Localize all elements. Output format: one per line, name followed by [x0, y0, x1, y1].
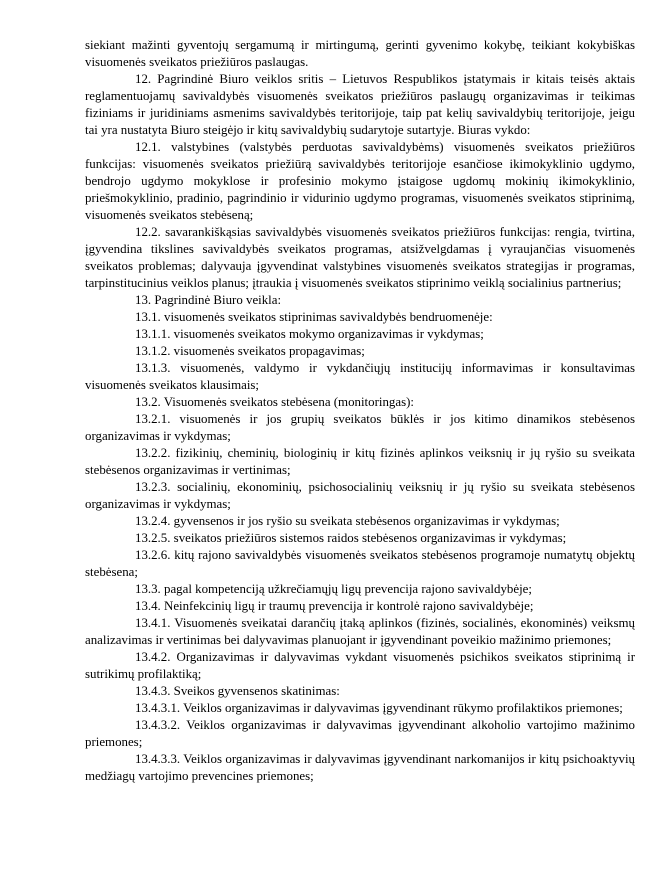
paragraph: 13.4.1. Visuomenės sveikatai darančių įtaką aplinkos (fizinės, socialinės, ekonominės) veiksmų analizavimas ir vertinimas bei dalyvavimas planuojant ir įgyvendinant poveikio mažinimo priemones; [85, 616, 635, 647]
paragraph: 13.2.4. gyvensenos ir jos ryšio su sveikata stebėsenos organizavimas ir vykdymas; [135, 514, 560, 528]
paragraph: 13.2.5. sveikatos priežiūros sistemos raidos stebėsenos organizavimas ir vykdymas; [135, 531, 567, 545]
paragraph: 13.2.2. fizikinių, cheminių, biologinių ir kitų fizinės aplinkos veiksnių ir jų ryšio su sveikata stebėsenos organizavimas ir vertinimas; [85, 446, 635, 477]
paragraph: 12. Pagrindinė Biuro veiklos sritis – Lietuvos Respublikos įstatymais ir kitais teisės aktais reglamentuojamų savivaldybės visuomenės sveikatos priežiūros paslaugų organizavimas ir teikimas fiziniams ir juridiniams asmenims savivaldybės teritorijoje, taip pat kelių savivaldybių teritorijoje, jeigu tai yra nustatyta Biuro steigėjo ir kitų savivaldybių sudarytoje sutartyje. Biuras vykdo: [85, 72, 635, 137]
paragraph: 13.4.2. Organizavimas ir dalyvavimas vykdant visuomenės psichikos sveikatos stiprinimą ir sutrikimų profilaktiką; [85, 650, 635, 681]
paragraph: 13.4.3.3. Veiklos organizavimas ir dalyvavimas įgyvendinant narkomanijos ir kitų psichoaktyvių medžiagų vartojimo prevencines priemones; [85, 752, 635, 783]
paragraph: 13.2. Visuomenės sveikatos stebėsena (monitoringas): [135, 395, 414, 409]
paragraph: 13.2.6. kitų rajono savivaldybės visuomenės sveikatos stebėsenos programoje numatytų objektų stebėsena; [85, 548, 635, 579]
paragraph: 13.1.3. visuomenės, valdymo ir vykdančiųjų institucijų informavimas ir konsultavimas visuomenės sveikatos klausimais; [85, 361, 635, 392]
paragraph: 13.1.2. visuomenės sveikatos propagavimas; [135, 344, 365, 358]
paragraph: 12.1. valstybines (valstybės perduotas savivaldybėms) visuomenės sveikatos priežiūros funkcijas: visuomenės sveikatos priežiūrą savivaldybės teritorijoje esančiose ikimokyklinio ugdymo, bendrojo ugdymo mokyklose ir profesinio mokymo įstaigose ugdomų mokinių ikimokyklinio, priešmokyklinio, pradinio, pagrindinio ir vidurinio ugdymo programas, visuomenės sveikatos stiprinimą, visuomenės sveikatos stebėseną; [85, 140, 635, 222]
paragraph: 13.3. pagal kompetenciją užkrečiamųjų ligų prevencija rajono savivaldybėje; [135, 582, 532, 596]
paragraph: 13.4.3.1. Veiklos organizavimas ir dalyvavimas įgyvendinant rūkymo profilaktikos priemones; [135, 701, 623, 715]
paragraph: 13.4.3.2. Veiklos organizavimas ir dalyvavimas įgyvendinant alkoholio vartojimo mažinimo priemones; [85, 718, 635, 749]
paragraph: 13.2.3. socialinių, ekonominių, psichosocialinių veiksnių ir jų ryšio su sveikata stebėsenos organizavimas ir vykdymas; [85, 480, 635, 511]
paragraph: 13. Pagrindinė Biuro veikla: [135, 293, 282, 307]
paragraph: 12.2. savarankiškąsias savivaldybės visuomenės sveikatos priežiūros funkcijas: rengia, tvirtina, įgyvendina tikslines savivaldybės sveikatos programas, atsižvelgdamas į vyraujančias visuomenės sveikatos problemas; dalyvauja įgyvendinat valstybines visuomenės sveikatos strategijas ir programas, tarpinstitucinius veiklos planus; įtraukia į visuomenės sveikatos stiprinimo veiklą socialinius partnerius; [85, 225, 635, 290]
paragraph: 13.4.3. Sveikos gyvensenos skatinimas: [135, 684, 340, 698]
paragraph: 13.1.1. visuomenės sveikatos mokymo organizavimas ir vykdymas; [135, 327, 484, 341]
paragraph: 13.2.1. visuomenės ir jos grupių sveikatos būklės ir jos kitimo dinamikos stebėsenos organizavimas ir vykdymas; [85, 412, 635, 443]
paragraph: siekiant mažinti gyventojų sergamumą ir mirtingumą, gerinti gyvenimo kokybę, teikiant kokybiškas visuomenės sveikatos priežiūros paslaugas. [85, 38, 635, 69]
paragraph: 13.1. visuomenės sveikatos stiprinimas savivaldybės bendruomenėje: [135, 310, 493, 324]
paragraph: 13.4. Neinfekcinių ligų ir traumų prevencija ir kontrolė rajono savivaldybėje; [135, 599, 534, 613]
